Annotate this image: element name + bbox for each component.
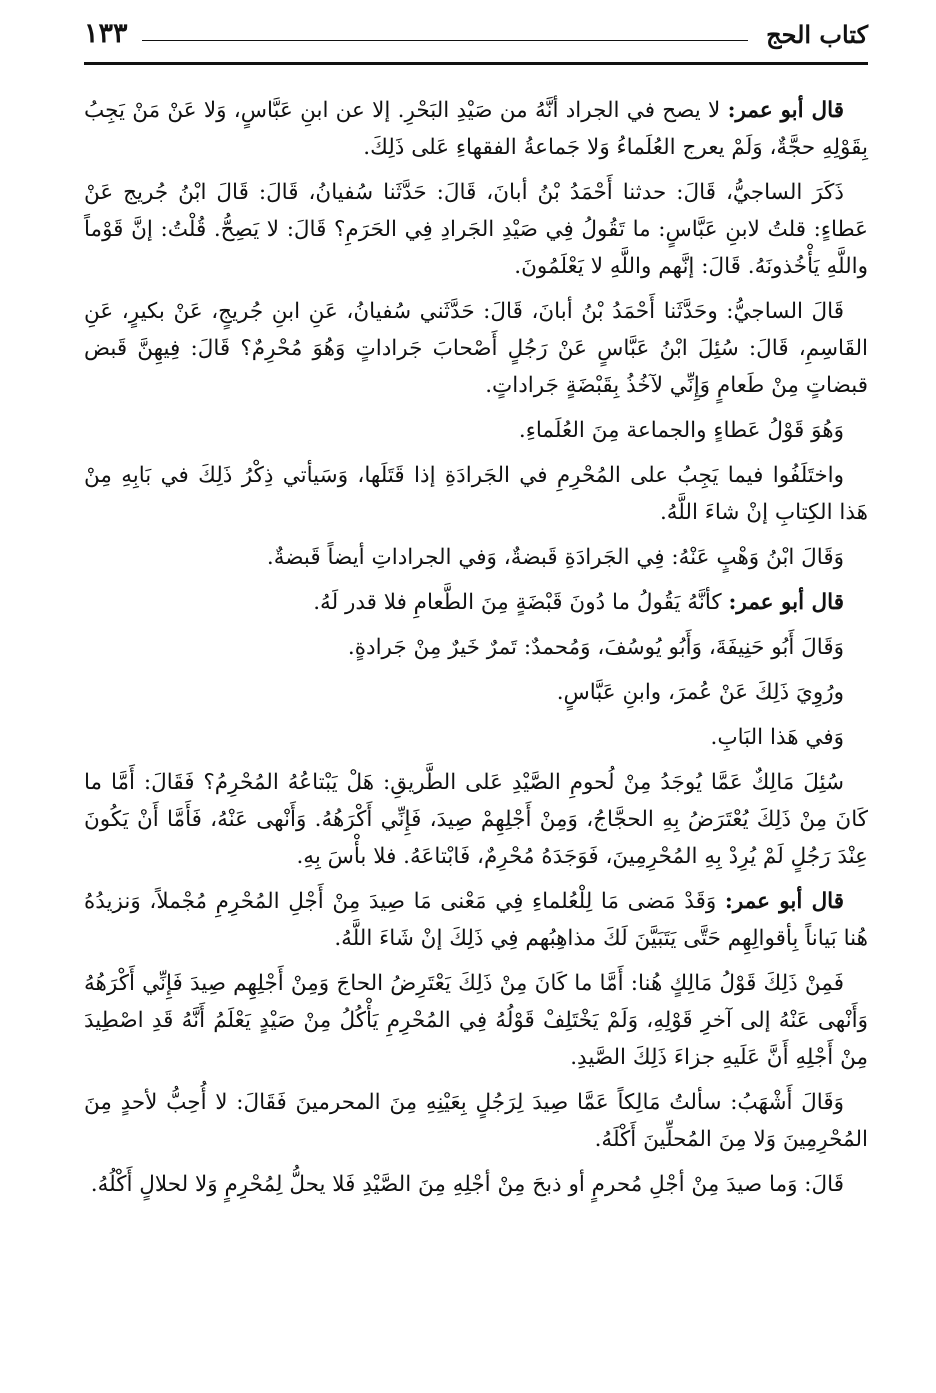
- paragraph-text: وَهُوَ قَوْلُ عَطاءٍ والجماعة مِنَ العُلَماءِ.: [518, 418, 844, 443]
- paragraph-text: وَقَالَ أَبُو حَنِيفَةَ، وَأَبُو يُوسُفَ، وَمُحمدٌ: تَمرٌ خَيرٌ مِنْ جَرادةٍ.: [347, 635, 844, 660]
- header-rule: [84, 62, 868, 65]
- paragraph-text: ورُوِيَ ذَلِكَ عَنْ عُمرَ، وابنِ عَبَّاسٍ.: [556, 680, 844, 705]
- paragraph-text: وَقَالَ ابْنُ وَهْبٍ عَنْهُ: فِي الجَرادَةِ قَبضةٌ، وَفي الجراداتِ أيضاً قَبضةٌ.: [266, 545, 844, 570]
- paragraph: [84, 92, 868, 166]
- paragraph: [84, 584, 868, 621]
- paragraph: [84, 412, 868, 449]
- paragraph: [84, 629, 868, 666]
- paragraph: [84, 965, 868, 1076]
- page-header: [84, 18, 868, 60]
- paragraph: [84, 1084, 868, 1158]
- paragraph-text: قَالَ: وَما صيدَ مِنْ أجْلِ مُحرمٍ أو ذبحَ مِنْ أجْلِهِ مِنَ الصَّيْدِ فَلا يحلُّ لِمُحْرِمٍ وَلا لحلالٍ أَكْلُهُ.: [90, 1172, 844, 1197]
- paragraph-text: سُئِلَ مَالِكٌ عَمَّا يُوجَدُ مِنْ لُحومِ الصَّيْدِ عَلى الطَّريقِ: هَلْ يَبْتاعُهُ المُحْرِمُ؟ فَقَالَ: أَمَّا ما كَانَ مِنْ ذَلِكَ يُعْتَرَضُ بِهِ الحجَّاجُ، وَمِنْ أَجْلِهِمْ صِيدَ، فَإِنِّي أَكْرَهُهُ. وَأَنْهى عَنْهُ، فَأَمَّا أَنْ يَكُونَ عِنْدَ رَجُلٍ لَمْ يُرِدْ بِهِ المُحْرِمِينَ، فَوَجَدَهُ مُحْرِمٌ، فَابْتاعَهُ. فلا بأْسَ بِهِ.: [84, 770, 868, 869]
- paragraph: [84, 293, 868, 404]
- paragraph: [84, 174, 868, 285]
- paragraph: [84, 764, 868, 875]
- chapter-title: كتاب الحج: [766, 20, 868, 49]
- paragraph-text: لا يصح في الجراد أنَّهُ من صَيْدِ البَحْرِ. إلا عن ابنِ عَبَّاسٍ، وَلا عَنْ مَنْ يَجِبُ بِقَوْلِهِ حجَّةٌ، وَلَمْ يعرج العُلَماءُ وَلا جَماعةُ الفقهاءِ عَلى ذَلِكَ.: [84, 98, 868, 160]
- paragraph-text: وَقَدْ مَضى مَا لِلْعُلماءِ فِي مَعْنى مَا صِيدَ مِنْ أَجْلِ المُحْرِمِ مُجْملاً، وَنزيدُهُ هُنا بَياناً بِأقوالِهِم حَتَّى يَتَبَيَّنَ لَكَ مذاهِبُهم فِي ذَلِكَ إنْ شَاءَ اللَّهُ.: [84, 889, 868, 951]
- paragraph-lead: قال أبو عمر:: [724, 889, 845, 914]
- paragraph-text: قَالَ الساجيُّ: وحَدَّثَنا أَحْمَدُ بْنُ أبانَ، قَالَ: حَدَّثَني سُفيانُ، عَنِ ابنِ جُريجٍ، عَنْ بكيرٍ، عَنِ القَاسِمِ، قَالَ: سُئِلَ ابْنُ عَبَّاسٍ عَنْ رَجُلٍ أَصْحابَ جَراداتٍ وَهُوَ مُحْرِمٌ؟ قَالَ: فِيهِنَّ قَبض قبضاتٍ مِنْ طَعامٍ وَإِنِّي لآخُذُ بِقَبْضَةٍ جَراداتٍ.: [84, 299, 868, 398]
- page-body: [84, 92, 868, 1211]
- paragraph-text: ذَكَرَ الساجيُّ، قَالَ: حدثنا أَحْمَدُ بْنُ أبانَ، قَالَ: حَدَّثَنا سُفيانُ، قَالَ: قَالَ ابْنُ جُريج عَنْ عَطاءٍ: قلتُ لابنِ عَبَّاسٍ: ما تَقُولُ فِي صَيْدِ الجَرادِ فِي الحَرَمِ؟ قَالَ: لا يَصِحُّ. قُلْتُ: إنَّ قَوْماً واللَّهِ يَأْخُذونَهُ. قَالَ: إنَّهم واللَّهِ لا يَعْلَمُونَ.: [84, 180, 868, 279]
- paragraph: [84, 457, 868, 531]
- paragraph-text: واختَلَفُوا فيما يَجِبُ على المُحْرِمِ في الجَرادَةِ إذا قَتَلَها، وَسَيأتي ذِكْرُ ذَلِكَ في بَابِهِ مِنْ هَذا الكِتابِ إنْ شاءَ اللَّهُ.: [84, 463, 868, 525]
- paragraph-lead: قال أبو عمر:: [728, 590, 844, 615]
- header-rule-thin: [142, 40, 748, 41]
- page-number: ١٣٣: [84, 18, 128, 49]
- paragraph: [84, 674, 868, 711]
- paragraph-text: وَفي هَذا البَابِ.: [710, 725, 844, 750]
- paragraph-text: كأنَّهُ يَقُولُ ما دُونَ قَبْضَةٍ مِنَ الطَّعامِ فلا قدر لَهُ.: [313, 590, 722, 615]
- paragraph: [84, 883, 868, 957]
- paragraph-lead: قال أبو عمر:: [727, 98, 845, 123]
- paragraph-text: فَمِنْ ذَلِكَ قَوْلُ مَالِكٍ هُنا: أَمَّا ما كَانَ مِنْ ذَلِكَ يَعْتَرِضُ الحاجَ وَمِنْ أَجْلِهِم صِيدَ فَإِنِّي أَكْرَهُهُ وَأَنْهى عَنْهُ إلى آخرِ قَوْلِهِ، وَلَمْ يَخْتَلِفْ قَوْلُهُ فِي المُحْرِمِ يَأْكُلُ مِنْ صَيْدٍ يَعْلَمُ أَنَّهُ قَدِ اصْطِيدَ مِنْ أَجْلِهِ أَنَّ عَلَيهِ جزاءَ ذَلِكَ الصَّيدِ.: [84, 971, 868, 1070]
- paragraph: [84, 1166, 868, 1203]
- paragraph: [84, 719, 868, 756]
- paragraph: [84, 539, 868, 576]
- paragraph-text: وَقَالَ أَشْهَبُ: سألتُ مَالِكاً عَمَّا صِيدَ لِرَجُلٍ بِعَيْنِهِ مِنَ المحرمينَ فَقَالَ: لا أُحِبُّ لأحدٍ مِنَ المُحْرِمِينَ وَلا مِنَ المُحلِّينَ أَكْلَهُ.: [84, 1090, 868, 1152]
